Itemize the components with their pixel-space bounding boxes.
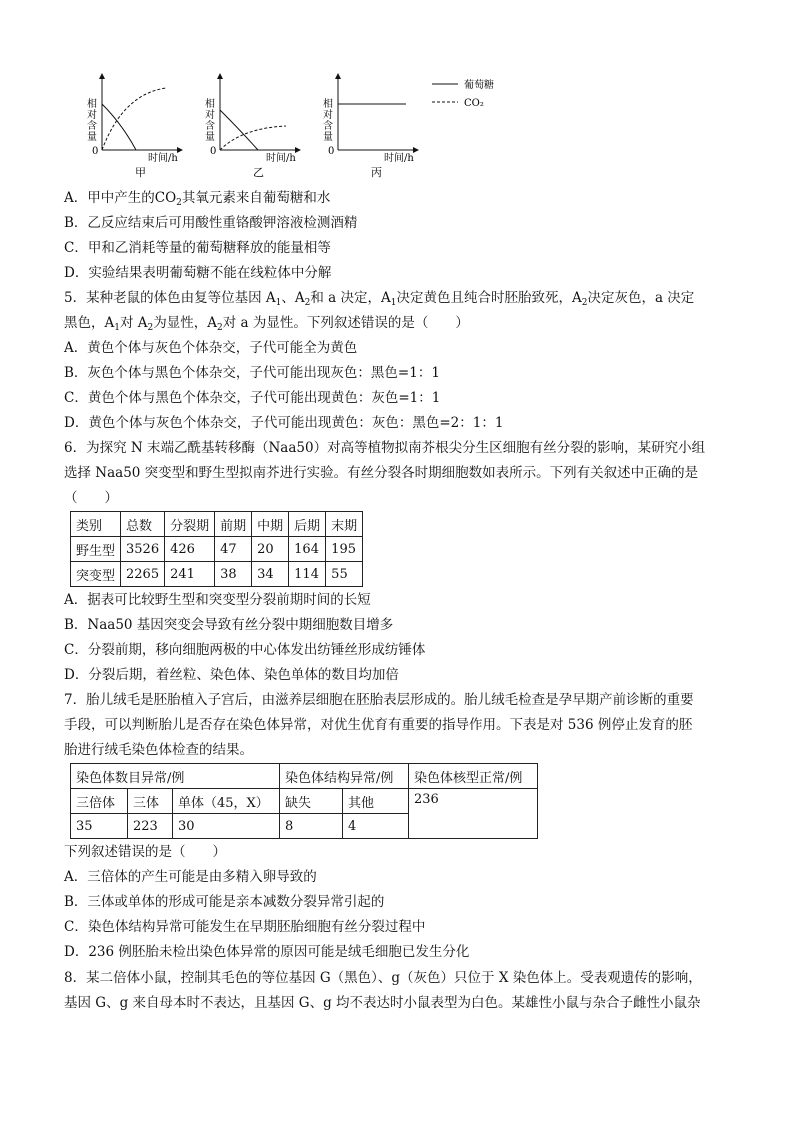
panel-bing [321,74,419,179]
table-header-cell: 染色体结构异常/例 [280,764,409,789]
table-cell: 30 [173,814,280,839]
table-header-row [71,512,363,537]
table-header-cell: 前期 [215,512,252,537]
q4-option-a: A．甲中产生的$CO_2$其氧元素来自葡萄糖和水 [64,190,331,208]
origin-label: 0 [210,146,217,157]
panel-label: 甲 [135,166,146,179]
table-header-cell: 三倍体 [71,789,128,814]
q5-option-a: A．黄色个体与灰色个体杂交，子代可能全为黄色 [64,340,358,356]
table-cell: 35 [71,814,128,839]
y-axis-label: 相对含量 [320,98,332,142]
table-header-cell: 其他 [343,789,409,814]
q7-stem-line3: 胎进行绒毛染色体检查的结果。 [64,742,253,758]
q6-stem-line1: 6．为探究 N 末端乙酰基转移酶（Naa50）对高等植物拟南芥根尖分生区细胞有丝分裂的影响，某研究小组 [64,440,706,456]
q7-option-a: A．三倍体的产生可能是由多精入卵导致的 [64,869,317,885]
q7-stem-line2: 手段，可以判断胎儿是否存在染色体异常，对优生优育有重要的指导作用。下表是对 536 例停止发育的胚 [64,717,693,733]
origin-label: 0 [92,146,99,157]
q7-stem-question: 下列叙述错误的是（ ） [64,844,226,860]
y-axis-label: 相对含量 [202,98,214,142]
q4-option-c: C．甲和乙消耗等量的葡萄糖释放的能量相等 [64,240,331,256]
table-cell: 236 [409,789,538,839]
table-cell: 164 [289,537,326,562]
table-cell: 3526 [121,537,165,562]
table-header-cell: 总数 [121,512,165,537]
figure-curves [78,72,518,184]
q7-stem-line1: 7．胎儿绒毛是胚胎植入子宫后，由滋养层细胞在胚胎表层形成的。胎儿绒毛检查是孕早期产前诊断的重要 [64,692,694,708]
table-header-cell: 三体 [128,789,173,814]
table-row [71,562,363,587]
q4-option-d: D．实验结果表明葡萄糖不能在线粒体中分解 [64,265,332,281]
table-cell: 38 [215,562,252,587]
table-cell: 426 [165,537,215,562]
q6-option-a: A．据表可比较野生型和突变型分裂前期时间的长短 [64,592,371,608]
panel-label: 丙 [371,166,382,179]
q7-option-c: C．染色体结构异常可能发生在早期胚胎细胞有丝分裂过程中 [64,919,426,935]
table-cell: 2265 [121,562,165,587]
table-cell: 34 [252,562,289,587]
co2-curve [220,126,286,150]
table-cell: 野生型 [71,537,121,562]
legend [432,78,494,109]
q7-option-d: D．236 例胚胎未检出染色体异常的原因可能是绒毛细胞已发生分化 [64,944,470,960]
q6-stem-line3: （ ） [64,490,118,506]
table-cell: 223 [128,814,173,839]
table-header-cell: 染色体核型正常/例 [409,764,538,789]
table-cell: 47 [215,537,252,562]
table-header-cell: 染色体数目异常/例 [71,764,280,789]
q6-option-d: D．分裂后期，着丝粒、染色体、染色单体的数目均加倍 [64,667,399,683]
table-cell: 241 [165,562,215,587]
table-cell: 20 [252,537,289,562]
q8-stem-line1: 8．某二倍体小鼠，控制其毛色的等位基因 G（黑色）、g（灰色）只位于 X 染色体上。受表观遗传的影响， [64,970,702,986]
table-header-cell: 缺失 [280,789,343,814]
table-row [71,789,538,814]
table-header-cell: 单体（45，X） [173,789,280,814]
table-cell: 114 [289,562,326,587]
panel-yi [203,74,301,179]
x-axis-label: 时间/h [266,153,296,164]
q4-option-b: B．乙反应结束后可用酸性重铬酸钾溶液检测酒精 [64,215,358,231]
table-cell: 55 [326,562,363,587]
table-header-row [71,764,538,789]
co2-curve [102,88,166,150]
y-axis-label: 相对含量 [84,98,96,142]
q5-stem-line1: 5．某种老鼠的体色由复等位基因 $A_1$、$A_2$和 a 决定，$A_1$决定黄色且纯合时胚胎致死，$A_2$决定灰色，a 决定 [64,290,695,308]
x-axis-label: 时间/h [148,153,178,164]
panel-label: 乙 [253,166,264,179]
table-header-cell: 中期 [252,512,289,537]
legend-glucose: 葡萄糖 [464,80,494,91]
q6-option-b: B．Naa50 基因突变会导致有丝分裂中期细胞数目增多 [64,617,394,633]
q6-option-c: C．分裂前期，移向细胞两极的中心体发出纺锤丝形成纺锤体 [64,642,426,658]
q6-table [70,511,363,587]
panel-jia [85,74,183,179]
table-header-cell: 后期 [289,512,326,537]
q7-table [70,763,538,839]
table-header-cell: 分裂期 [165,512,215,537]
table-cell: 突变型 [71,562,121,587]
x-axis-label: 时间/h [384,153,414,164]
table-header-cell: 末期 [326,512,363,537]
q5-option-b: B．灰色个体与黑色个体杂交，子代可能出现灰色：黑色=1：1 [64,365,440,381]
q7-option-b: B．三体或单体的形成可能是亲本减数分裂异常引起的 [64,894,385,910]
table-row [71,537,363,562]
q8-stem-line2: 基因 G、g 来自母本时不表达，且基因 G、g 均不表达时小鼠表型为白色。某雄性小鼠与杂合子雌性小鼠杂 [64,995,701,1011]
q6-stem-line2: 选择 Naa50 突变型和野生型拟南芥进行实验。有丝分裂各时期细胞数如表所示。下列有关叙述中正确的是 [64,465,699,481]
glucose-curve [102,104,136,150]
q5-stem-line2: 黑色，$A_1$对 $A_2$为显性，$A_2$对 a 为显性。下列叙述错误的是（ ） [64,315,469,333]
table-cell: 8 [280,814,343,839]
table-cell: 4 [343,814,409,839]
q5-option-c: C．黄色个体与黑色个体杂交，子代可能出现黄色：灰色=1：1 [64,390,441,406]
table-header-cell: 类别 [71,512,121,537]
q5-option-d: D．黄色个体与灰色个体杂交，子代可能出现黄色：灰色：黑色=2：1：1 [64,415,504,431]
legend-co2: CO₂ [464,98,484,109]
glucose-curve [220,110,258,150]
origin-label: 0 [328,146,335,157]
table-cell: 195 [326,537,363,562]
